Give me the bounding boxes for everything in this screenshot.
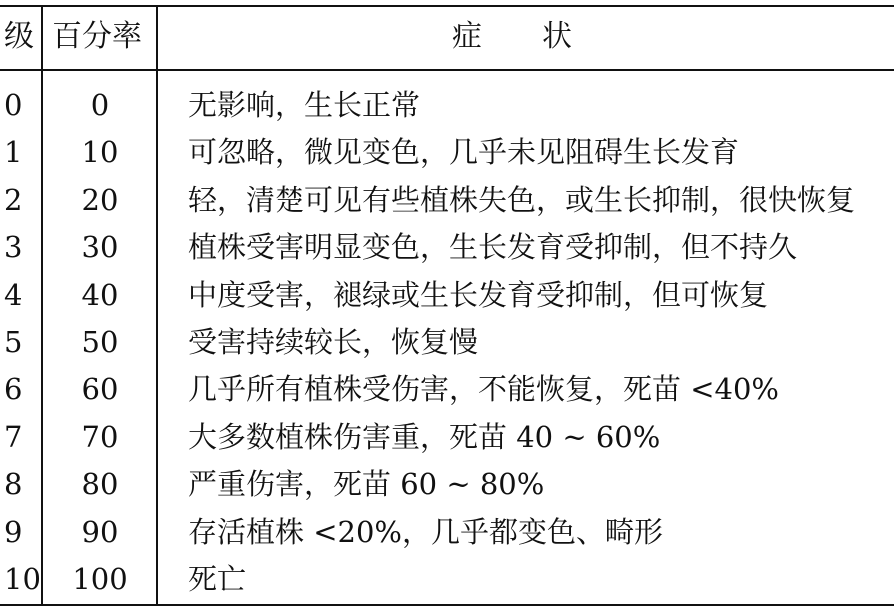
- row-symptom: 存活植株 <20%，几乎都变色、畸形: [188, 515, 663, 549]
- row-symptom: 轻，清楚可见有些植株失色，或生长抑制，很快恢复: [188, 183, 856, 217]
- row-percent: 0: [90, 88, 110, 122]
- table-header-rule: [0, 69, 894, 71]
- header-symptom: 症 状: [452, 19, 572, 54]
- row-percent: 90: [81, 515, 119, 549]
- row-level: 0: [4, 88, 23, 122]
- row-percent: 10: [81, 135, 119, 169]
- table-bottom-rule: [0, 604, 894, 606]
- row-level: 2: [4, 183, 23, 217]
- row-level: 10: [4, 562, 41, 596]
- row-percent: 100: [72, 562, 128, 596]
- row-symptom: 无影响，生长正常: [188, 88, 421, 122]
- row-symptom: 中度受害，褪绿或生长发育受抑制，但可恢复: [188, 278, 769, 312]
- row-percent: 30: [81, 230, 119, 264]
- row-percent: 80: [81, 467, 119, 501]
- row-symptom: 大多数植株伤害重，死苗 40 ~ 60%: [188, 420, 661, 454]
- row-symptom: 严重伤害，死苗 60 ~ 80%: [188, 467, 545, 501]
- row-level: 6: [4, 372, 23, 406]
- row-level: 9: [4, 515, 23, 549]
- row-level: 7: [4, 420, 23, 454]
- row-symptom: 植株受害明显变色，生长发育受抑制，但不持久: [188, 230, 798, 264]
- row-symptom: 死亡: [188, 562, 247, 596]
- row-percent: 50: [81, 325, 119, 359]
- row-percent: 40: [81, 278, 119, 312]
- row-symptom: 受害持续较长，恢复慢: [188, 325, 479, 359]
- row-level: 8: [4, 467, 23, 501]
- row-level: 5: [4, 325, 23, 359]
- row-level: 1: [4, 135, 23, 169]
- column-divider-level: [41, 5, 43, 606]
- table-top-rule: [0, 5, 894, 7]
- column-divider-percent: [156, 5, 158, 606]
- row-level: 4: [4, 278, 23, 312]
- row-symptom: 几乎所有植株受伤害，不能恢复，死苗 <40%: [188, 372, 779, 406]
- row-percent: 60: [81, 372, 119, 406]
- row-level: 3: [4, 230, 23, 264]
- row-symptom: 可忽略，微见变色，几乎未见阻碍生长发育: [188, 135, 740, 169]
- header-level: 级: [4, 19, 34, 54]
- header-percent: 百分率: [52, 19, 142, 54]
- row-percent: 70: [81, 420, 119, 454]
- row-percent: 20: [81, 183, 119, 217]
